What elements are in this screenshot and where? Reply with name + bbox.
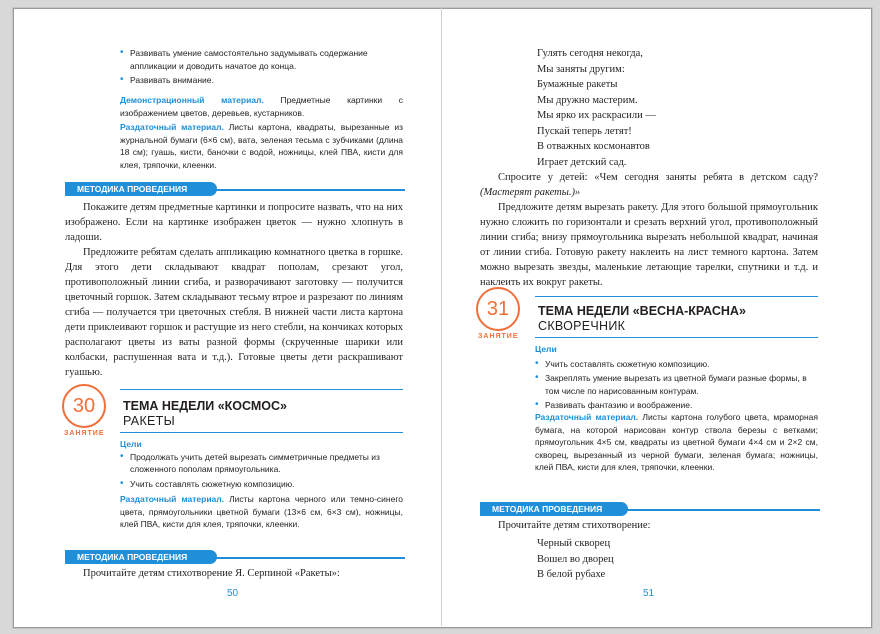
- paragraph: [480, 170, 818, 200]
- lesson-label: ЗАНЯТИЕ: [478, 333, 519, 340]
- left-demo-material: [120, 94, 403, 119]
- poem-line: В отважных космонавтов: [537, 141, 650, 152]
- left-goals: [120, 438, 403, 490]
- lesson-top-rule: [120, 389, 403, 390]
- paragraph: Покажите детям предметные картинки и попросите назвать, что на них изображено. Если на картинке изображен цветок — нужно хлопнуть в ладоши.: [65, 202, 403, 243]
- book-gutter: [441, 8, 442, 626]
- lesson-subtitle: РАКЕТЫ: [123, 414, 175, 428]
- list-item: • Учить составлять сюжетную композицию.: [535, 358, 818, 371]
- left-method-text: [65, 200, 403, 380]
- right-method-text: [480, 170, 818, 290]
- poem-line: Вошел во дворец: [537, 553, 614, 565]
- lesson-theme: ТЕМА НЕДЕЛИ «КОСМОС»: [123, 399, 288, 413]
- poem-line: Пускай теперь летят!: [537, 125, 632, 137]
- lesson-theme: ТЕМА НЕДЕЛИ «ВЕСНА-КРАСНА»: [538, 304, 746, 318]
- page-number: 51: [643, 588, 655, 599]
- right-goals: [535, 343, 818, 412]
- handout-label: Раздаточный материал.: [120, 122, 224, 132]
- paragraph-italic: (Мастерят ракеты.)»: [480, 187, 581, 198]
- list-item: • Развивать внимание.: [120, 74, 403, 87]
- lesson-bottom-rule: [535, 337, 818, 338]
- lesson-top-rule: [535, 296, 818, 297]
- poem-line: Бумажные ракеты: [537, 79, 618, 90]
- lesson-number-circle: 31: [476, 287, 520, 331]
- page-number: 50: [227, 588, 239, 599]
- paragraph: Предложите ребятам сделать аппликацию комнатного цветка в горшке. Для этого дети складывают квадрат пополам, срезают угол, противоположный линии сгиба, и разворачивают заготовку — получится цветочный горшок. Затем складывают тесьму втрое и разрезают по линиям сгиба — получается три цветочных стебля. В нижней части листа картона дети приклеивают горшок и растущие из него стебли, на кончиках которых располагают цветы из ваты разной формы (скрученные шарики или колбаски, распушенная вата и т.д.). Готовые цветы дети раскрашивают гуашью.: [65, 247, 403, 378]
- list-item: • Развивать фантазию и воображение.: [535, 399, 818, 412]
- handout-text: Листы картона, квадраты, вырезанные из журнальной бумаги (6×6 см), вата, зеленая тесьма с зубчиками (длина 18 см); гуашь, кисти, баночки с водой, ножницы, клей ПВА, кисти для клея, тряпочки, клеенки.: [120, 122, 403, 170]
- lesson-label: ЗАНЯТИЕ: [64, 430, 105, 437]
- poem-starling: [537, 536, 614, 583]
- lesson-bottom-rule: [120, 432, 403, 433]
- poem-line: Мы ярко их раскрасили —: [537, 110, 656, 121]
- lesson-subtitle: СКВОРЕЧНИК: [538, 319, 626, 333]
- right-handout: [535, 411, 818, 474]
- demo-label: Демонстрационный материал.: [120, 95, 264, 105]
- list-item: • Продолжать учить детей вырезать симметричные предметы из сложенного пополам прямоугольника.: [120, 451, 403, 476]
- goals-label: Цели: [120, 439, 142, 449]
- handout-label: Раздаточный материал.: [120, 494, 225, 504]
- paragraph: Прочитайте детям стихотворение:: [498, 520, 651, 531]
- method-badge: МЕТОДИКА ПРОВЕДЕНИЯ: [65, 550, 217, 564]
- poem-rockets: [537, 46, 656, 170]
- poem-line: Мы заняты другим:: [537, 63, 625, 75]
- list-item: • Закреплять умение вырезать из цветной бумаги разные формы, в том числе по нарисованным контурам.: [535, 372, 818, 397]
- poem-line: Гулять сегодня некогда,: [537, 48, 643, 59]
- list-item: • Учить составлять сюжетную композицию.: [120, 478, 403, 491]
- left-goals-top: [120, 47, 403, 87]
- method-badge: МЕТОДИКА ПРОВЕДЕНИЯ: [65, 182, 217, 196]
- handout-text: Листы картона черного или темно-синего цвета, прямоугольники цветной бумаги (13×6 см, 6×3 см), ножницы, клей ПВА, кисти для клея, тряпочки, клеенки.: [120, 494, 403, 529]
- paragraph-text: Спросите у детей: «Чем сегодня заняты ребята в детском саду?: [498, 172, 818, 183]
- poem-line: В белой рубахе: [537, 569, 606, 580]
- handout-label: Раздаточный материал.: [535, 412, 639, 422]
- lesson-number-circle: 30: [62, 384, 106, 428]
- left-method2-text: [65, 566, 403, 581]
- method-badge: МЕТОДИКА ПРОВЕДЕНИЯ: [480, 502, 628, 516]
- left-handout-material: [120, 121, 403, 171]
- list-item: • Развивать умение самостоятельно задумывать содержание аппликации и доводить начатое до конца.: [120, 47, 403, 72]
- paragraph: Предложите детям вырезать ракету. Для этого большой прямоугольник нужно сложить по горизонтали и срезать верхний угол, противоположный линии сгиба; внизу прямоугольника вырезать небольшой квадрат, начиная от линии сгиба. Готовую ракету наклеить на лист темного картона. Затем можно вырезать звезды, маленькие летающие тарелки, спутники и т.д. и наклеить их вокруг ракеты.: [480, 202, 818, 288]
- left-handout2: [120, 493, 403, 531]
- poem-line: Играет детский сад.: [537, 156, 627, 168]
- paragraph: Прочитайте детям стихотворение Я. Серпиной «Ракеты»:: [83, 568, 340, 579]
- handout-text: Листы картона голубого цвета, мраморная бумага, на которой нарисован контур ствола березы с ветками; прямоугольник 4×5 см, квадраты из цветной бумаги 4×4 см и 2×2 см, скворец, вырезанный из черной бумаги, зеленая бумага; ножницы, клей ПВА, кисти для клея, тряпочки, клеенки.: [535, 412, 818, 472]
- demo-text: Предметные картинки с изображением цветов, деревьев, кустарников.: [120, 95, 403, 118]
- goals-label: Цели: [535, 344, 557, 354]
- poem-line: Черный скворец: [537, 538, 611, 549]
- right-method-text2: [480, 518, 818, 533]
- poem-line: Мы дружно мастерим.: [537, 94, 638, 106]
